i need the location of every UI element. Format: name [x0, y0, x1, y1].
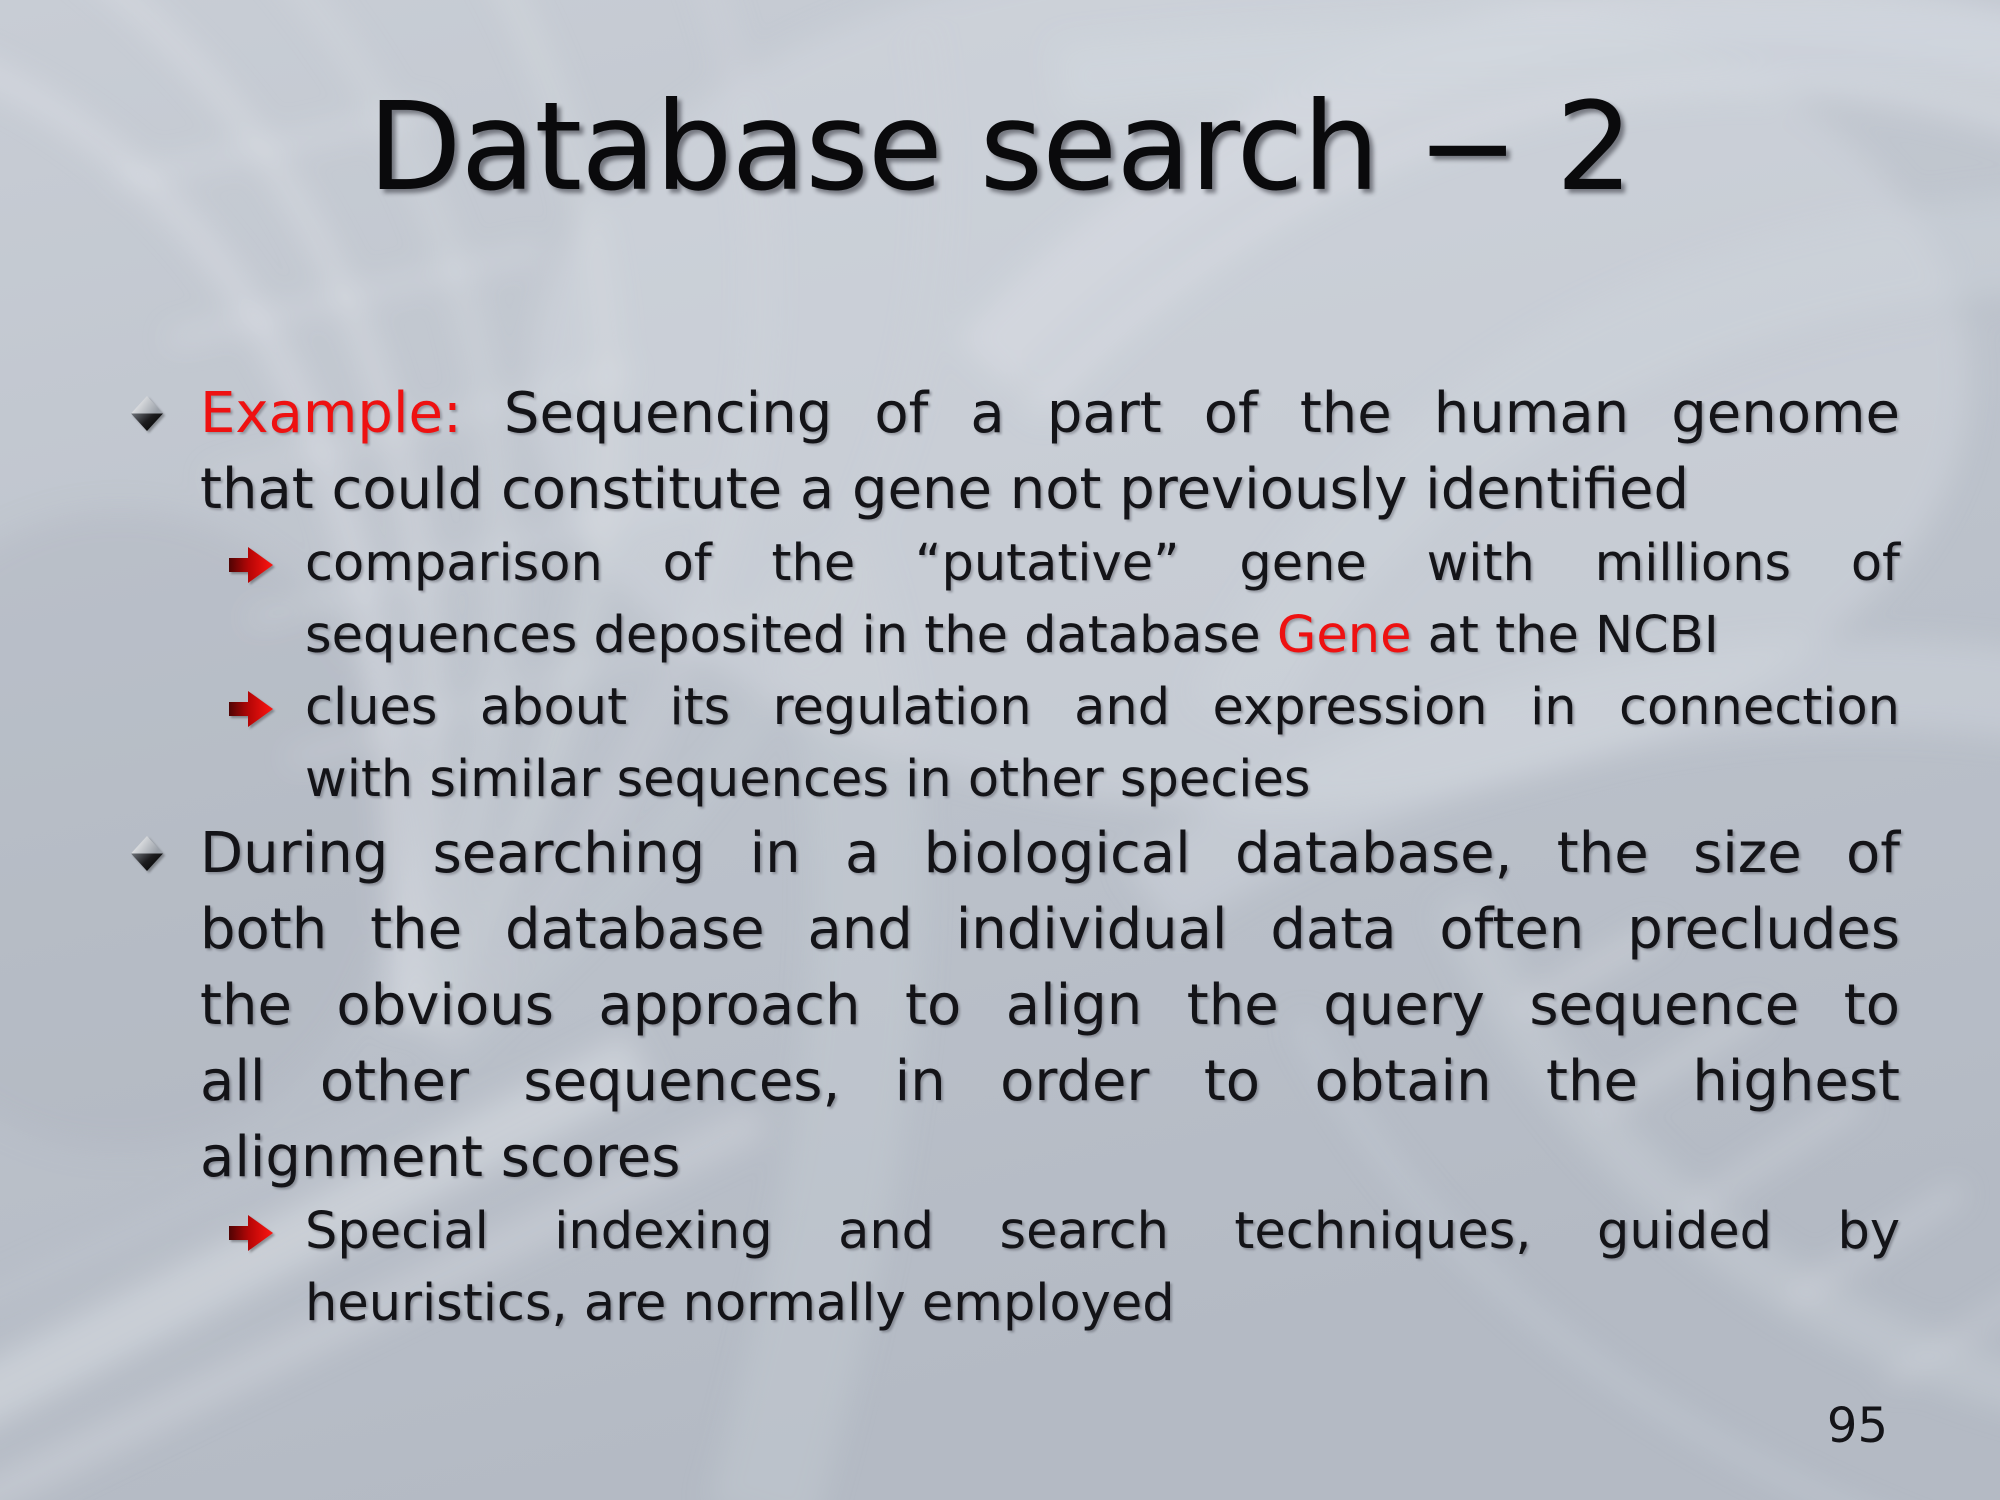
text-line	[305, 600, 1900, 672]
bullet-text	[305, 1196, 1900, 1340]
highlight-text: Example:	[200, 381, 462, 446]
arrow-bullet-icon	[228, 1196, 305, 1253]
bullet-text	[200, 376, 1900, 528]
text-line	[305, 528, 1900, 600]
slide-body	[130, 376, 1900, 1340]
text-line	[200, 1044, 1900, 1120]
body-text: that could constitute a gene not previously identified	[200, 457, 1690, 522]
text-line	[305, 1268, 1900, 1340]
text-line	[200, 1120, 1900, 1196]
body-text: at the NCBI	[1411, 606, 1719, 665]
text-line	[200, 376, 1900, 452]
body-text: clues about its regulation and expression in connection	[305, 678, 1900, 737]
body-text: heuristics, are normally employed	[305, 1274, 1175, 1333]
arrow-bullet-icon	[228, 672, 305, 729]
body-text: both the database and individual data often precludes	[200, 897, 1900, 962]
body-text: with similar sequences in other species	[305, 750, 1311, 809]
diamond-bullet-icon	[130, 376, 200, 432]
text-line	[305, 744, 1900, 816]
bullet-item	[130, 816, 1900, 1196]
text-line	[305, 672, 1900, 744]
bullet-text	[305, 528, 1900, 672]
text-line	[200, 968, 1900, 1044]
body-text: comparison of the “putative” gene with millions of	[305, 534, 1900, 593]
bullet-text	[305, 672, 1900, 816]
body-text: During searching in a biological database, the size of	[200, 821, 1900, 886]
slide-title: Database search − 2	[367, 76, 1633, 218]
text-line	[305, 1196, 1900, 1268]
text-line	[200, 816, 1900, 892]
bullet-text	[200, 816, 1900, 1196]
text-line	[200, 892, 1900, 968]
body-text: the obvious approach to align the query sequence to	[200, 973, 1900, 1038]
body-text: alignment scores	[200, 1125, 681, 1190]
page-number: 95	[1826, 1398, 1888, 1454]
text-line	[200, 452, 1900, 528]
bullet-item	[130, 376, 1900, 528]
body-text: sequences deposited in the database	[305, 606, 1277, 665]
sub-bullet-item	[130, 1196, 1900, 1340]
arrow-bullet-icon	[228, 528, 305, 585]
diamond-bullet-icon	[130, 816, 200, 872]
body-text: all other sequences, in order to obtain the highest	[200, 1049, 1900, 1114]
sub-bullet-item	[130, 672, 1900, 816]
highlight-text: Gene	[1276, 606, 1412, 665]
sub-bullet-item	[130, 528, 1900, 672]
body-text: Sequencing of a part of the human genome	[461, 381, 1900, 446]
body-text: Special indexing and search techniques, guided by	[305, 1202, 1900, 1261]
